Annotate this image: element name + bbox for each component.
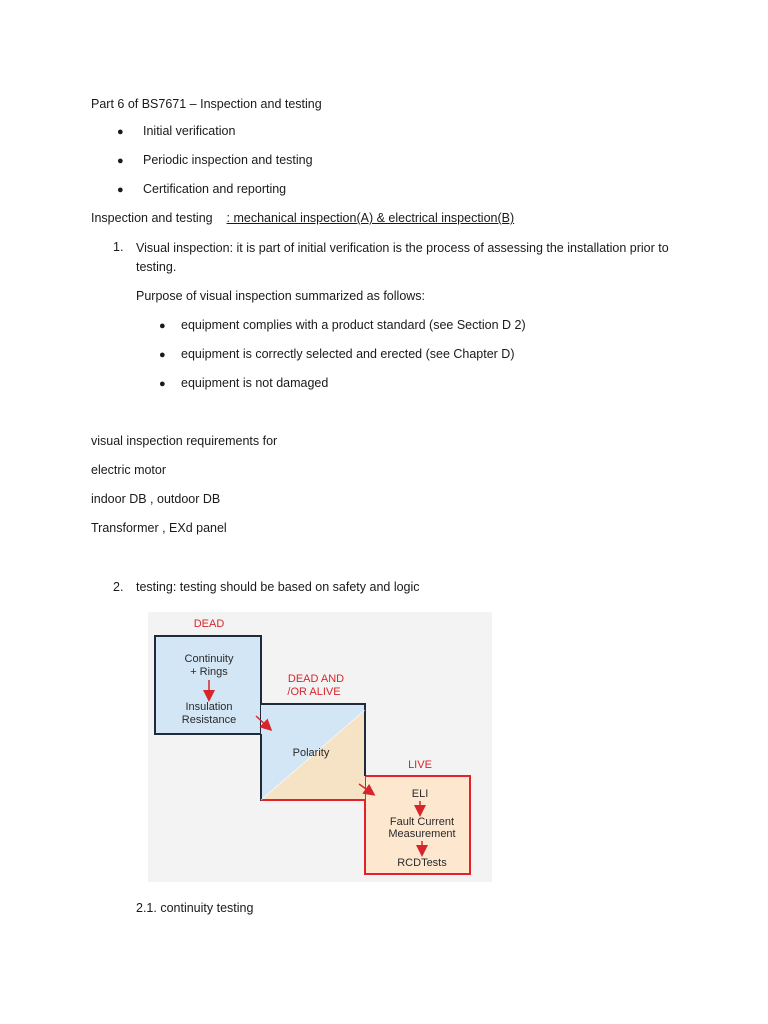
- requirement-line: electric motor: [91, 463, 167, 477]
- zone-label-dead-or-alive-2: /OR ALIVE: [287, 686, 341, 698]
- bullet-dot: ●: [159, 320, 166, 332]
- purpose-heading: Purpose of visual inspection summarized as follows:: [136, 289, 426, 303]
- inspection-detail: : mechanical inspection(A) & electrical inspection(B): [226, 211, 515, 225]
- item1-text: Visual inspection: it is part of initial verification is the process of assessing the installation prior to testing.: [136, 241, 669, 274]
- testing-sequence-diagram: [148, 612, 492, 882]
- item-number: 1.: [113, 240, 124, 254]
- step-continuity: Continuity: [184, 653, 234, 665]
- step-measurement: Measurement: [388, 828, 456, 840]
- list-item: equipment is not damaged: [181, 376, 329, 390]
- step-rcd-tests: RCDTests: [397, 857, 447, 869]
- requirement-line: Transformer , EXd panel: [91, 521, 227, 535]
- bullet-dot: ●: [159, 349, 166, 361]
- bullet-dot: ●: [117, 126, 124, 138]
- step-resistance: Resistance: [181, 714, 237, 726]
- zone-label-dead: DEAD: [193, 618, 225, 630]
- sub-heading: 2.1. continuity testing: [136, 901, 254, 915]
- step-polarity: Polarity: [292, 747, 330, 759]
- list-item: Certification and reporting: [143, 182, 287, 196]
- zone-label-live: LIVE: [408, 759, 432, 771]
- list-item: Periodic inspection and testing: [143, 153, 313, 167]
- step-fault-current: Fault Current: [389, 816, 455, 828]
- bullet-dot: ●: [117, 184, 124, 196]
- inspection-line: [91, 210, 514, 226]
- zone-label-dead-or-alive: DEAD AND: [287, 673, 345, 685]
- item2-text: testing: testing should be based on safety and logic: [136, 580, 420, 594]
- page-heading: Part 6 of BS7671 – Inspection and testing: [91, 97, 322, 111]
- step-eli: ELI: [411, 788, 429, 800]
- bullet-dot: ●: [159, 378, 166, 390]
- item-number: 2.: [113, 580, 124, 594]
- list-item: equipment is correctly selected and erected (see Chapter D): [181, 347, 515, 361]
- requirements-title: visual inspection requirements for: [91, 434, 278, 448]
- step-continuity-rings: + Rings: [190, 666, 228, 678]
- inspection-label: Inspection and testing: [91, 211, 213, 225]
- list-item: Initial verification: [143, 124, 236, 138]
- step-insulation: Insulation: [185, 701, 233, 713]
- requirement-line: indoor DB , outdoor DB: [91, 492, 221, 506]
- bullet-dot: ●: [117, 155, 124, 167]
- list-item: equipment complies with a product standard (see Section D 2): [181, 318, 526, 332]
